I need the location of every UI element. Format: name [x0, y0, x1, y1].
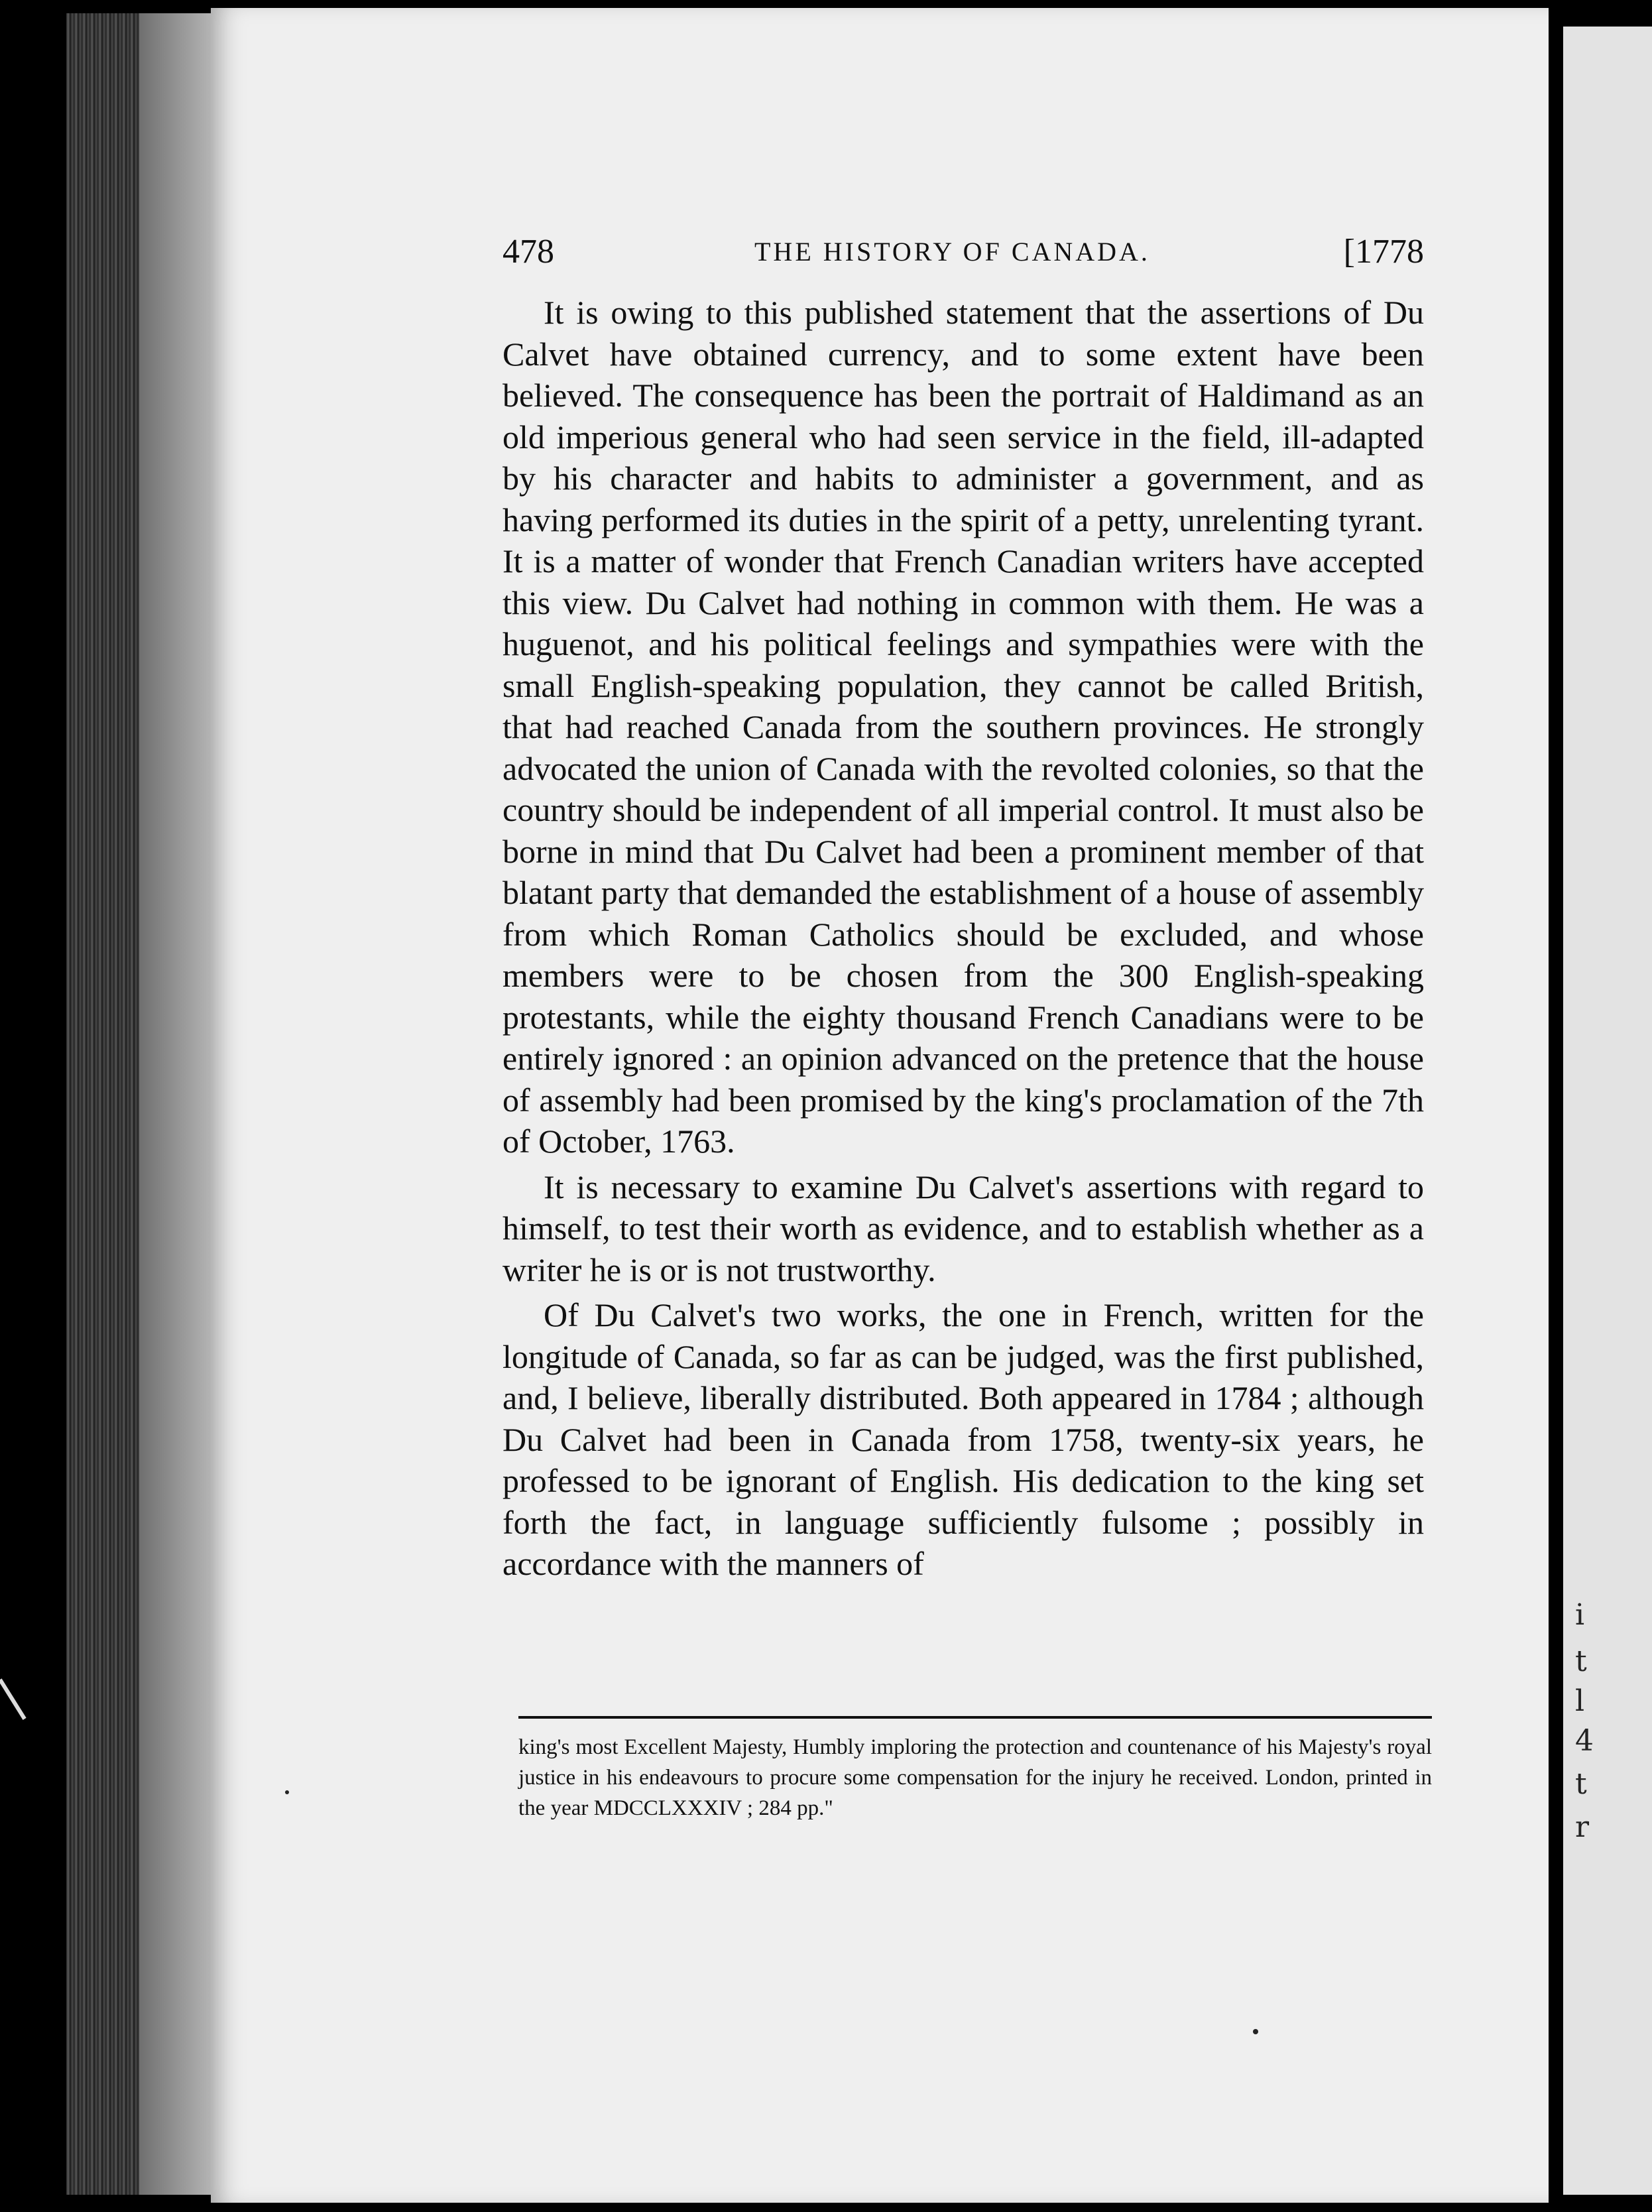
dust-speck	[285, 1790, 289, 1794]
book-gutter	[1549, 0, 1563, 2212]
next-page-fragment: t	[1575, 1644, 1587, 1678]
footnote-text: king's most Excellent Majesty, Humbly imploring the protection and countenance of his Majesty's royal justice in his endeavours to procure some compensation for the injury he received. London, printed in the year MDCCLXXXIV ; 284 pp."	[518, 1735, 1432, 1820]
page-edges-highlight	[139, 13, 212, 2195]
next-page-sliver	[1563, 27, 1652, 2195]
footnote	[518, 1732, 1432, 1823]
running-year: [1778	[1343, 233, 1424, 271]
paragraph: Of Du Calvet's two works, the one in French, written for the longitude of Canada, so far as can be judged, was the first published, and, I believe, liberally distributed. Both appeared in 1784 ; although Du Calvet had been in Canada from 1758, twenty-six years, he professed to be ignorant of English. His dedication to the king set forth the fact, in language sufficiently fulsome ; possibly in accordance with the manners of	[502, 1296, 1424, 1582]
scan-artifact-stroke	[0, 1678, 27, 1720]
next-page-fragment: r	[1575, 1810, 1590, 1844]
paragraph: It is necessary to examine Du Calvet's assertions with regard to himself, to test their worth as evidence, and to establish whether as a writer he is or is not trustworthy.	[502, 1168, 1424, 1288]
footnote-rule	[518, 1716, 1432, 1719]
running-head	[502, 232, 1424, 272]
next-page-fragment: l	[1575, 1684, 1585, 1718]
next-page-fragment: t	[1575, 1767, 1587, 1801]
body-text	[502, 292, 1424, 1585]
running-title: THE HISTORY OF CANADA.	[754, 237, 1150, 267]
next-page-fragment: i	[1575, 1598, 1585, 1632]
next-page-fragment: 4	[1575, 1724, 1594, 1758]
dust-speck	[1253, 2029, 1258, 2034]
paragraph: It is owing to this published statement that the assertions of Du Calvet have obtained currency, and to some extent have been believed. The consequence has been the portrait of Haldimand as an old imperious general who had seen service in the field, ill-adapted by his character and habits to administer a government, and as having performed its duties in the spirit of a petty, unrelenting tyrant. It is a matter of wonder that French Canadian writers have accepted this view. Du Calvet had nothing in common with them. He was a huguenot, and his political feelings and sympathies were with the small English-speaking population, they cannot be called British, that had reached Canada from the southern provinces. He strongly advocated the union of Canada with the revolted colonies, so that the country should be independent of all imperial control. It must also be borne in mind that Du Calvet had been a prominent member of that blatant party that demanded the establishment of a house of assembly from which Roman Catholics should be excluded, and whose members were to be chosen from the 300 English-speaking protestants, while the eighty thousand French Canadians were to be entirely ignored : an opinion advanced on the pretence that the house of assembly had been promised by the king's proclamation of the 7th of October, 1763.	[502, 294, 1424, 1160]
page-number: 478	[502, 233, 554, 271]
